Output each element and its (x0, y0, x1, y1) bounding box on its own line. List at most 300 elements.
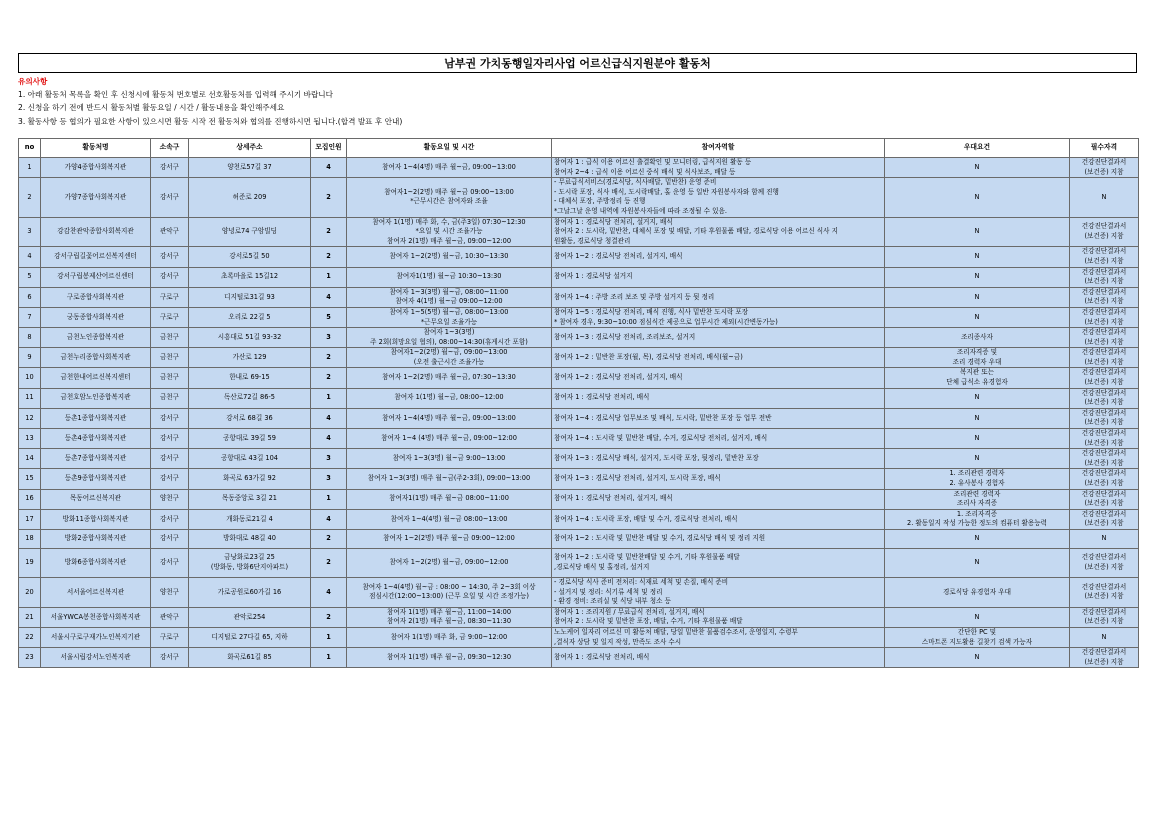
cell-time-line: *근무시간은 참여자와 조율 (410, 197, 488, 206)
cell-requirement (1070, 548, 1139, 577)
cell-gu: 구로구 (151, 287, 189, 307)
cell-address (189, 388, 311, 408)
cell-time-line: 참여자 1~2(2명) 매주 월~금 09:00~12:00 (383, 534, 515, 543)
cell-no: 8 (19, 328, 41, 348)
cell-name: 등촌4종합사회복지관 (41, 429, 151, 449)
cell-requirement-line: 건강진단결과서 (1081, 348, 1127, 357)
cell-gu: 관악구 (151, 217, 189, 247)
cell-role (552, 449, 885, 469)
cell-role-line: - 대체식 포장, 주방정리 등 진행 (554, 197, 646, 206)
cell-no: 16 (19, 489, 41, 509)
cell-no: 20 (19, 577, 41, 607)
cell-role-line: - 도시락 포장, 식사 배식, 도시락배달, 홀 운영 등 일반 자원봉사자와 함께 진행 (554, 187, 779, 196)
cell-time-line: 참여자 1~3(3명) 월~금 9:00~13:00 (392, 454, 506, 463)
cell-time (347, 247, 552, 267)
cell-time-line: 참여자 1~4 (4명) 매주 월~금, 09:00~12:00 (381, 433, 517, 442)
header-name: 활동처명 (41, 139, 151, 158)
cell-requirement (1070, 449, 1139, 469)
cell-no: 17 (19, 509, 41, 529)
cell-preference (885, 509, 1070, 529)
cell-count: 1 (311, 489, 347, 509)
cell-address (189, 627, 311, 647)
cell-no: 12 (19, 408, 41, 428)
cell-preference (885, 429, 1070, 449)
cell-preference (885, 627, 1070, 647)
cell-role-line: ,결식자 상담 및 일지 작성, 만족도 조사 수시 (554, 637, 682, 646)
cell-requirement (1070, 247, 1139, 267)
cell-requirement-line: (보건증) 지참 (1084, 562, 1124, 571)
cell-requirement-line: 건강진단결과서 (1081, 607, 1127, 616)
cell-name: 가양4종합사회복지관 (41, 158, 151, 178)
cell-requirement-line: 건강진단결과서 (1081, 449, 1127, 458)
cell-requirement (1070, 348, 1139, 368)
cell-role-line: 참여자 1~2 : 도시락 및 밑반찬배달 및 수거, 기타 후원물품 배달 (554, 553, 740, 562)
cell-time-line: 참여자 1~2(2명) 월~금, 10:30~13:30 (389, 252, 509, 261)
cell-preference-line: N (974, 393, 980, 402)
cell-time-line: 참여자 1~3(3명) (423, 328, 475, 337)
cell-requirement-line: (보건증) 지참 (1084, 617, 1124, 626)
cell-preference-line: N (974, 454, 980, 463)
cell-role-line: 참여자 1 : 조리지원 / 무료급식 전처리, 설거지, 배식 (554, 607, 705, 616)
cell-time (347, 577, 552, 607)
cell-address (189, 548, 311, 577)
cell-preference-line: N (974, 162, 980, 171)
cell-preference (885, 247, 1070, 267)
cell-requirement-line: 건강진단결과서 (1081, 489, 1127, 498)
cell-time (347, 429, 552, 449)
cell-time (347, 368, 552, 388)
cell-role-line: 참여자 1~3 : 경로식당 전처리, 설거지, 도시락 포장, 배식 (554, 474, 721, 483)
cell-role (552, 489, 885, 509)
cell-time-line: *요일 및 시간 조율가능 (415, 227, 483, 236)
cell-no: 22 (19, 627, 41, 647)
cell-count: 2 (311, 217, 347, 247)
cell-address (189, 217, 311, 247)
cell-requirement-line: (보건증) 지참 (1084, 519, 1124, 528)
cell-time (347, 627, 552, 647)
cell-role-line: 참여자 1~2 : 경로식당 전처리, 설거지, 배식 (554, 252, 683, 261)
cell-no: 14 (19, 449, 41, 469)
cell-name: 목동어르신복지관 (41, 489, 151, 509)
cell-time (347, 307, 552, 327)
cell-name: 서서울어르신복지관 (41, 577, 151, 607)
cell-role-line: 참여자 1~4 : 도시락 및 밑반찬 배달, 수거, 경로식당 전처리, 설거지, 배식 (554, 433, 768, 442)
cell-no: 23 (19, 648, 41, 668)
cell-no: 7 (19, 307, 41, 327)
cell-count: 4 (311, 509, 347, 529)
table-row (19, 247, 1139, 267)
cell-address-line: 화곡로61길 85 (227, 652, 272, 661)
cell-requirement-line: (보건증) 지참 (1084, 277, 1124, 286)
table-row (19, 178, 1139, 217)
cell-requirement-line: (보건증) 지참 (1084, 479, 1124, 487)
cell-gu: 강서구 (151, 247, 189, 267)
cell-requirement (1070, 267, 1139, 287)
cell-address-line: 금낭화로23길 25 (224, 553, 275, 562)
notes-heading: 유의사항 (18, 77, 48, 86)
cell-time-line: 참여자 1~2(2명) 매주 월~금, 07:30~13:30 (382, 373, 516, 382)
cell-address (189, 489, 311, 509)
cell-preference (885, 529, 1070, 548)
cell-preference (885, 607, 1070, 627)
cell-role (552, 408, 885, 428)
cell-requirement-line: 건강진단결과서 (1081, 553, 1127, 562)
cell-count: 1 (311, 648, 347, 668)
note-item-2: 2. 신청을 하기 전에 반드시 활동처별 활동요일 / 시간 / 활동내용을 확인해주세요 (18, 103, 285, 113)
table-row (19, 217, 1139, 247)
cell-role-line: 원활동, 경로식당 청결관리 (554, 236, 631, 245)
cell-role (552, 217, 885, 247)
cell-requirement-line: (보건증) 지참 (1084, 231, 1124, 240)
cell-role (552, 648, 885, 668)
cell-requirement (1070, 577, 1139, 607)
cell-name: 서울시립강서노인복지관 (41, 648, 151, 668)
cell-gu: 강서구 (151, 429, 189, 449)
page-title: 남부권 가치동행일자리사업 어르신급식지원분야 활동처 (18, 53, 1137, 73)
cell-role (552, 627, 885, 647)
cell-role-line: 참여자 1 : 경로식당 전처리, 배식 (554, 652, 650, 661)
cell-preference-line: N (974, 413, 980, 422)
cell-preference-line: N (974, 433, 980, 442)
cell-preference (885, 388, 1070, 408)
cell-role (552, 429, 885, 449)
cell-requirement-line: (보건증) 지참 (1084, 657, 1124, 666)
cell-name: 금천한내어르신복지센터 (41, 368, 151, 388)
cell-name: 강서구립길꽃어르신복지센터 (41, 247, 151, 267)
cell-requirement-line: 건강진단결과서 (1081, 582, 1127, 591)
cell-time-line: 참여자 1~4(4명) 매주 월~금, 09:00~13:00 (382, 413, 516, 422)
cell-name: 금천호암노인종합복지관 (41, 388, 151, 408)
cell-name: 등촌9종합사회복지관 (41, 469, 151, 489)
cell-no: 15 (19, 469, 41, 489)
cell-address-line: 강서로 68길 36 (226, 413, 273, 422)
cell-role (552, 287, 885, 307)
cell-name: 등촌7종합사회복지관 (41, 449, 151, 469)
cell-no: 19 (19, 548, 41, 577)
cell-address-line: 디지털로31길 93 (224, 292, 275, 301)
cell-time (347, 489, 552, 509)
header-no: no (19, 139, 41, 158)
cell-time-line: 참여자 2(1명) 매주 월~금, 09:00~12:00 (386, 236, 512, 245)
table-row (19, 509, 1139, 529)
table-row (19, 577, 1139, 607)
cell-address-line: 디지털로 27다길 65, 지하 (211, 632, 288, 641)
cell-preference (885, 469, 1070, 489)
cell-address-line: (방화동, 방화6단지아파트) (210, 562, 289, 571)
cell-address-line: 화곡로 63가길 92 (223, 474, 276, 483)
cell-gu: 강서구 (151, 267, 189, 287)
cell-role-line: * 참여자 경우, 9:30~10:00 점심식간 제공으로 업무시간 제외(시간변동가능) (554, 317, 778, 326)
cell-address-line: 관악로254 (233, 612, 266, 621)
cell-time-line: 참여자 1~5(5명) 월~금, 08:00~13:00 (389, 307, 509, 316)
cell-preference-line: 1. 조리관련 경력자 (949, 469, 1005, 478)
cell-time-line: 점심시간(12:00~13:00) (근무 요일 및 시간 조정가능) (369, 592, 529, 601)
table-row (19, 648, 1139, 668)
cell-count: 2 (311, 607, 347, 627)
header-requirement: 필수자격 (1070, 139, 1139, 158)
cell-no: 13 (19, 429, 41, 449)
cell-no: 21 (19, 607, 41, 627)
cell-role-line: 참여자 1 : 경로식당 설거지 (554, 272, 633, 281)
cell-role-line: 노노케어 일자리 어르신 미 활동처 배달, 당일 밑반찬 물품검수조서, 운영일지, 수령부 (554, 627, 798, 636)
cell-requirement (1070, 217, 1139, 247)
cell-preference-line: N (974, 252, 980, 261)
cell-role-line: 참여자 1~3 : 경로식당 전처리, 조리보조, 설거지 (554, 332, 696, 341)
cell-role-line: 참여자 1 : 경로식당 전처리, 설거지, 배식 (554, 217, 673, 226)
cell-requirement-line: (보건증) 지참 (1084, 167, 1124, 176)
cell-time (347, 449, 552, 469)
cell-no: 5 (19, 267, 41, 287)
cell-requirement-line: N (1101, 192, 1107, 201)
table-row (19, 348, 1139, 368)
cell-time-line: 참여자 1~3(3명) 매주 월~금(주2-3회), 09:00~13:00 (367, 474, 531, 483)
header-preference: 우대요건 (885, 139, 1070, 158)
cell-count: 2 (311, 178, 347, 217)
cell-preference-line: 1. 조리자격증 (956, 509, 998, 518)
cell-role-line: 참여자 1~2 : 밑반찬 포장(월, 목), 경로식당 전처리, 배식(월~금) (554, 353, 743, 362)
cell-role (552, 178, 885, 217)
cell-gu: 구로구 (151, 307, 189, 327)
cell-requirement-line: 건강진단결과서 (1081, 307, 1127, 316)
cell-preference-line: 스마트폰 지도활용 길찾기 검색 가능자 (921, 637, 1033, 646)
header-time: 활동요일 및 시간 (347, 139, 552, 158)
cell-gu: 금천구 (151, 388, 189, 408)
cell-requirement (1070, 368, 1139, 388)
cell-address (189, 368, 311, 388)
cell-address-line: 공항대로 39길 59 (223, 433, 276, 442)
cell-role-line: - 경로식당 식사 준비 전처리: 식재료 세척 및 손질, 배식 준비 (554, 577, 729, 586)
cell-requirement-line: 건강진단결과서 (1081, 469, 1127, 478)
cell-preference-line: 단체 급식소 유경험자 (946, 378, 1008, 387)
cell-requirement-line: 건강진단결과서 (1081, 648, 1127, 657)
cell-requirement (1070, 627, 1139, 647)
cell-role-line: - 무료급식서비스(경로식당, 식사배달, 밑반찬) 운영 준비 (554, 178, 717, 187)
cell-no: 2 (19, 178, 41, 217)
cell-role-line: 참여자 2 : 도시락 및 밑반찬 포장, 배달, 수거, 기타 후원물품 배달 (554, 617, 743, 626)
cell-preference (885, 577, 1070, 607)
cell-gu: 강서구 (151, 408, 189, 428)
cell-role (552, 548, 885, 577)
cell-requirement-line: 건강진단결과서 (1081, 368, 1127, 377)
cell-name: 서울시구로구재가노인복지기관 (41, 627, 151, 647)
cell-requirement (1070, 607, 1139, 627)
cell-gu: 양천구 (151, 489, 189, 509)
cell-address-line: 가산로 129 (232, 353, 267, 362)
cell-gu: 강서구 (151, 509, 189, 529)
cell-name: 등촌1종합사회복지관 (41, 408, 151, 428)
cell-address (189, 348, 311, 368)
cell-preference-line: 조리자격증 및 (956, 348, 998, 357)
cell-no: 10 (19, 368, 41, 388)
table-row (19, 489, 1139, 509)
cell-time-line: 참여자 1~2(2명) 월~금, 09:00~12:00 (389, 558, 509, 567)
cell-address-line: 오리로 22길 5 (228, 312, 271, 321)
cell-preference-line: N (974, 612, 980, 621)
cell-no: 4 (19, 247, 41, 267)
cell-time (347, 607, 552, 627)
cell-requirement-line: 건강진단결과서 (1081, 509, 1127, 518)
note-item-1: 1. 아래 활동처 목록을 확인 후 신청시에 활동처 번호별로 선호활동처를 입력해 주시기 바랍니다 (18, 90, 333, 100)
cell-requirement-line: N (1101, 632, 1107, 641)
cell-preference-line: N (974, 292, 980, 301)
cell-requirement (1070, 388, 1139, 408)
cell-no: 9 (19, 348, 41, 368)
cell-preference (885, 178, 1070, 217)
cell-address-line: 개화동로21길 4 (226, 514, 273, 523)
cell-role-line: 참여자 1~3 : 경로식당 배식, 설거지, 도시락 포장, 뒷정리, 밑반찬 포장 (554, 454, 759, 463)
cell-time-line: 참여자 1(1명) 매주 월~금, 11:00~14:00 (386, 607, 512, 616)
cell-role-line: 참여자 1 : 경로식당 전처리, 배식 (554, 393, 650, 402)
cell-address (189, 469, 311, 489)
cell-address-line: 목동중앙로 3길 21 (222, 494, 277, 503)
cell-role (552, 307, 885, 327)
table-body (19, 158, 1139, 668)
cell-requirement-line: (보건증) 지참 (1084, 592, 1124, 601)
cell-requirement-line: (보건증) 지참 (1084, 357, 1124, 366)
cell-role-line: 참여자 1~4 : 도시락 포장, 배달 및 수거, 경로식당 전처리, 배식 (554, 514, 738, 523)
cell-requirement (1070, 648, 1139, 668)
cell-count: 3 (311, 328, 347, 348)
cell-preference-line: N (974, 558, 980, 567)
cell-address-line: 강서로5길 50 (229, 252, 270, 261)
cell-role (552, 577, 885, 607)
cell-count: 2 (311, 348, 347, 368)
cell-requirement-line: (보건증) 지참 (1084, 256, 1124, 265)
cell-address (189, 328, 311, 348)
cell-preference (885, 368, 1070, 388)
cell-count: 2 (311, 368, 347, 388)
cell-address-line: 초록마을로 15길12 (220, 272, 279, 281)
table-row (19, 469, 1139, 489)
table-row (19, 267, 1139, 287)
cell-time (347, 267, 552, 287)
cell-time (347, 648, 552, 668)
cell-time-line: 참여자1~2(2명) 매주 월~금 09:00~13:00 (384, 187, 514, 196)
cell-count: 3 (311, 469, 347, 489)
cell-no: 6 (19, 287, 41, 307)
cell-requirement (1070, 529, 1139, 548)
cell-gu: 강서구 (151, 178, 189, 217)
table-row (19, 408, 1139, 428)
cell-preference-line: N (974, 652, 980, 661)
cell-count: 1 (311, 388, 347, 408)
table-row (19, 607, 1139, 627)
cell-gu: 구로구 (151, 627, 189, 647)
cell-requirement (1070, 307, 1139, 327)
cell-time (347, 469, 552, 489)
cell-address (189, 307, 311, 327)
note-item-3: 3. 활동사항 등 협의가 필요한 사항이 있으시면 활동 시작 전 활동처와 협의를 진행하시면 됩니다.(합격 발표 후 안내) (18, 116, 403, 126)
cell-preference (885, 548, 1070, 577)
cell-preference (885, 648, 1070, 668)
cell-requirement (1070, 328, 1139, 348)
cell-address-line: 양천로57길 37 (227, 162, 272, 171)
cell-role (552, 509, 885, 529)
cell-count: 2 (311, 247, 347, 267)
cell-role (552, 247, 885, 267)
cell-preference-line: 조리관련 경력자 (953, 489, 1001, 498)
cell-address-line: 독산로72길 86-5 (224, 393, 275, 402)
cell-role (552, 328, 885, 348)
cell-requirement-line: N (1101, 534, 1107, 543)
cell-role (552, 388, 885, 408)
cell-role-line: 참여자 1 : 경로식당 전처리, 설거지, 배식 (554, 494, 673, 503)
cell-time-line: 참여자1(1명) 매주 월~금 08:00~11:00 (389, 494, 509, 503)
cell-preference-line: N (974, 192, 980, 201)
cell-preference-line: 2. 유사봉사 경험자 (949, 479, 1005, 487)
cell-role-line: 참여자 1 : 급식 이용 어르신 출결확인 및 모니터링, 급식지원 활동 등 (554, 158, 752, 166)
table-header-row (19, 139, 1139, 158)
cell-time-line: 참여자 1~3(3명) 월~금, 08:00~11:00 (389, 287, 509, 296)
cell-time-line: *근무요일 조율가능 (420, 317, 478, 326)
cell-gu: 관악구 (151, 607, 189, 627)
cell-time (347, 158, 552, 178)
header-address: 상세주소 (189, 139, 311, 158)
cell-role-line: 참여자 2 : 도시락, 밑반찬, 대체식 포장 및 배달, 기타 후원물품 배달, 경로식당 이용 어르신 식사 지 (554, 227, 839, 236)
cell-preference-line: 조리사 자격증 (956, 499, 998, 508)
cell-time-line: 참여자 2(1명) 매주 월~금, 08:30~11:30 (386, 617, 512, 626)
cell-address (189, 408, 311, 428)
cell-gu: 강서구 (151, 469, 189, 489)
cell-role-line: 참여자 1~2 : 도시락 및 밑반찬 배달 및 수거, 경로식당 배식 및 정리 지원 (554, 534, 766, 543)
cell-name: 강감찬관악종합사회복지관 (41, 217, 151, 247)
cell-requirement-line: 건강진단결과서 (1081, 222, 1127, 231)
cell-address (189, 158, 311, 178)
cell-time-line: 주 2회(희망요일 협의), 08:00~14:30(휴게시간 포함) (370, 337, 528, 346)
cell-no: 3 (19, 217, 41, 247)
cell-address-line: 허준로 209 (232, 192, 267, 201)
cell-preference (885, 267, 1070, 287)
cell-count: 4 (311, 429, 347, 449)
cell-preference-line: N (974, 534, 980, 543)
cell-requirement (1070, 408, 1139, 428)
cell-name: 강서구립봉제산어르신센터 (41, 267, 151, 287)
cell-address-line: 방화대로 48길 40 (223, 534, 276, 543)
cell-requirement-line: 건강진단결과서 (1081, 287, 1127, 296)
cell-role-line: - 설거지 및 정리: 식기류 세척 및 정리 (554, 587, 663, 596)
cell-preference (885, 449, 1070, 469)
cell-role (552, 529, 885, 548)
activity-table (18, 138, 1139, 668)
cell-requirement (1070, 429, 1139, 449)
cell-address-line: 시흥대로 51길 93-32 (217, 332, 282, 341)
cell-address (189, 607, 311, 627)
cell-time-line: 참여자 4(1명) 월~금 09:00~12:00 (395, 297, 503, 306)
cell-requirement-line: (보건증) 지참 (1084, 297, 1124, 306)
cell-preference-line: N (974, 227, 980, 236)
cell-requirement-line: 건강진단결과서 (1081, 408, 1127, 417)
cell-time (347, 348, 552, 368)
cell-address (189, 577, 311, 607)
cell-name: 궁동종합사회복지관 (41, 307, 151, 327)
cell-time-line: 참여자 1(1명) 매주 화, 수, 금(주3일) 07:30~12:30 (372, 217, 526, 226)
cell-preference-line: N (974, 272, 980, 281)
cell-preference-line: 복지관 또는 (960, 368, 994, 377)
cell-time (347, 178, 552, 217)
cell-time (347, 509, 552, 529)
cell-name: 방화6종합사회복지관 (41, 548, 151, 577)
cell-no: 11 (19, 388, 41, 408)
table-row (19, 388, 1139, 408)
cell-requirement-line: (보건증) 지참 (1084, 378, 1124, 387)
cell-requirement-line: 건강진단결과서 (1081, 158, 1127, 166)
cell-gu: 강서구 (151, 648, 189, 668)
cell-role-line: 참여자 1~4 : 경로식당 업무보조 및 배식, 도시락, 밑반찬 포장 등 업무 전반 (554, 413, 772, 422)
cell-preference (885, 307, 1070, 327)
cell-gu: 강서구 (151, 158, 189, 178)
cell-requirement-line: 건강진단결과서 (1081, 267, 1127, 276)
cell-time (347, 217, 552, 247)
